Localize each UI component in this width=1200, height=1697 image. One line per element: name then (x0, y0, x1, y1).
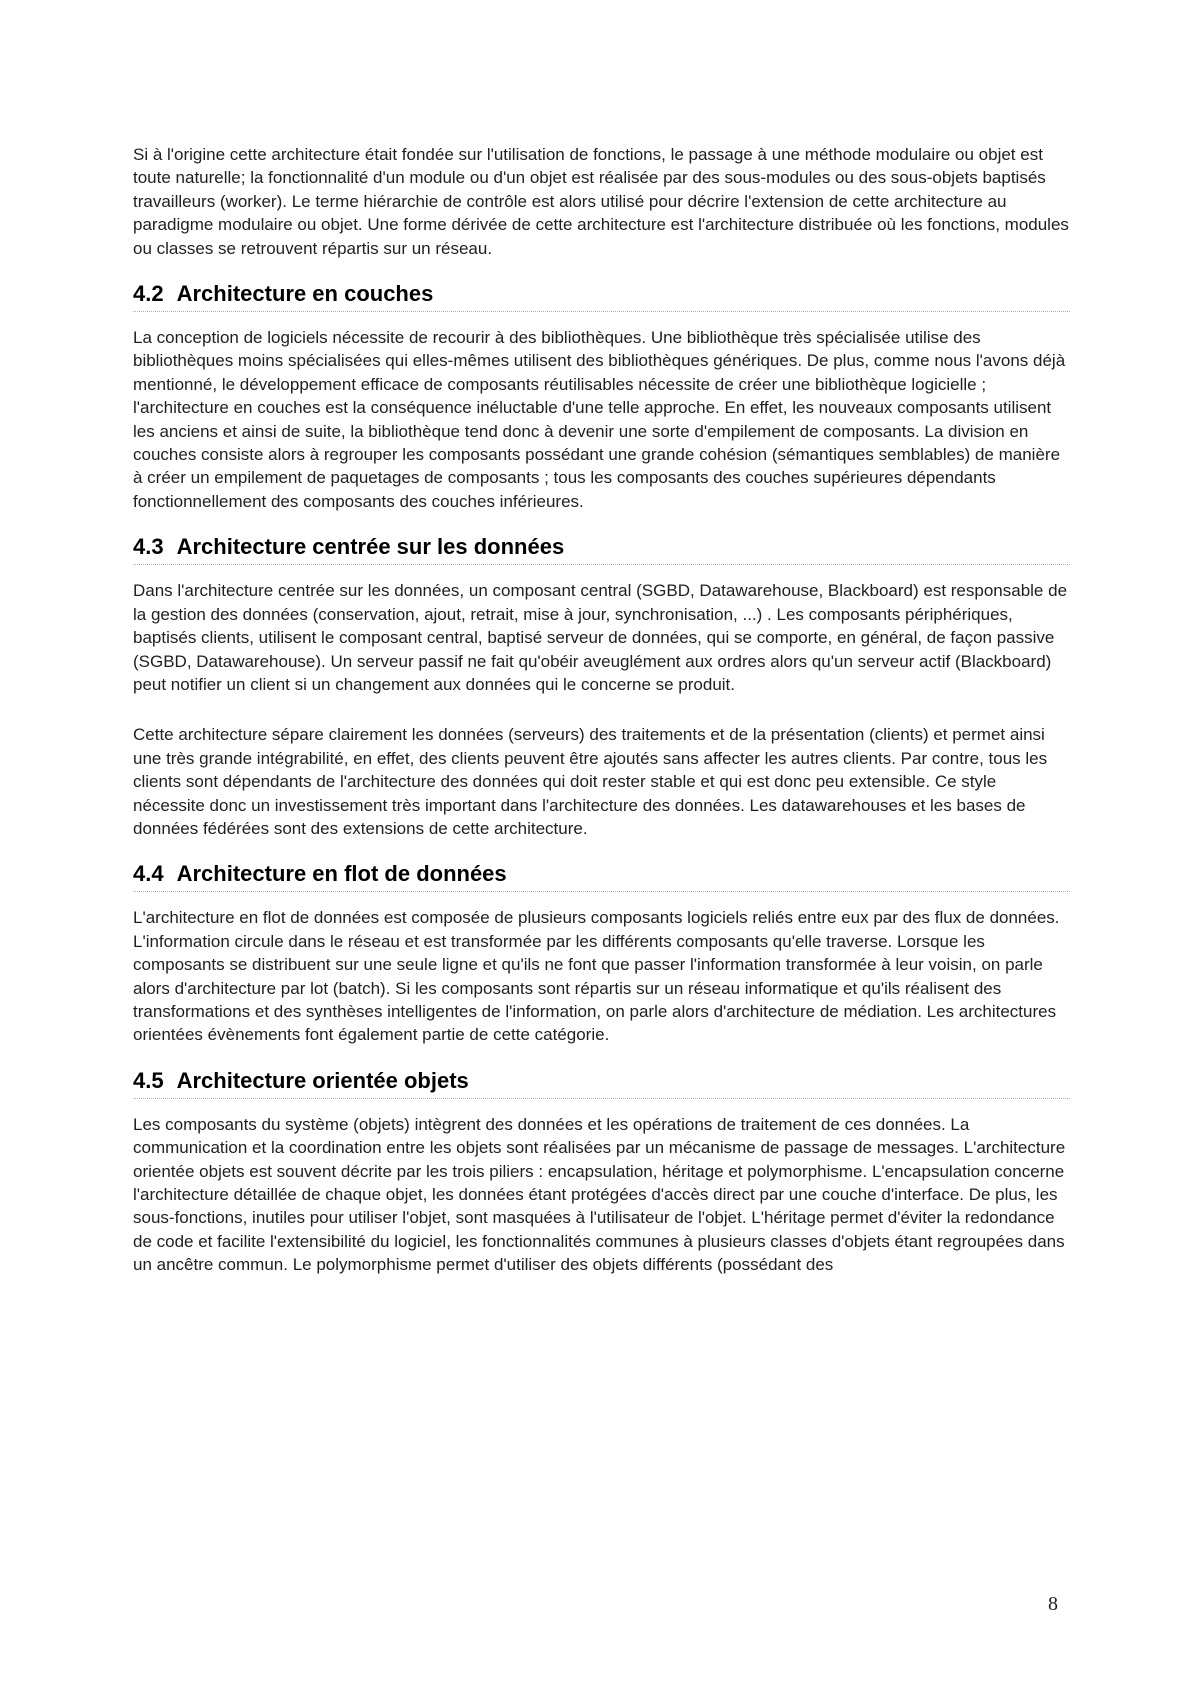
section-number: 4.5 (133, 1067, 164, 1093)
section-heading-4-4 (133, 860, 1070, 892)
section-title: Architecture en flot de données (176, 861, 507, 887)
section-heading-4-5 (133, 1067, 1070, 1099)
section-4-3-paragraph-2: Cette architecture sépare clairement les données (serveurs) des traitements et de la présentation (clients) et permet ainsi une très grande intégrabilité, en effet, des clients peuvent être ajoutés sans affecter les autres clients. Par contre, tous les clients sont dépendants de l'architecture des données qui doit rester stable et qui est donc peu extensible. Ce style nécessite donc un investissement très important dans l'architecture des données. Les datawarehouses et les bases de données fédérées sont des extensions de cette architecture. (133, 725, 1048, 838)
section-title: Architecture centrée sur les données (176, 534, 565, 560)
section-title: Architecture orientée objets (176, 1067, 469, 1093)
intro-paragraph: Si à l'origine cette architecture était fondée sur l'utilisation de fonctions, le passage à une méthode modulaire ou objet est toute naturelle; la fonctionnalité d'un module ou d'un objet est réalisée par des sous-modules ou des sous-objets baptisés travailleurs (worker). Le terme hiérarchie de contrôle est alors utilisé pour décrire l'extension de cette architecture au paradigme modulaire ou objet. Une forme dérivée de cette architecture est l'architecture distribuée où les fonctions, modules ou classes se retrouvent répartis sur un réseau. (133, 145, 1069, 258)
section-number: 4.3 (133, 534, 164, 560)
section-4-2-paragraph: La conception de logiciels nécessite de recourir à des bibliothèques. Une bibliothèque très spécialisée utilise des bibliothèques moins spécialisées qui elles-mêmes utilisent des bibliothèques génériques. De plus, comme nous l'avons déjà mentionné, le développement efficace de composants réutilisables nécessite de créer une bibliothèque logicielle ; l'architecture en couches est la conséquence inéluctable d'une telle approche. En effet, les nouveaux composants utilisent les anciens et ainsi de suite, la bibliothèque tend donc à devenir une sorte d'empilement de composants. La division en couches consiste alors à regrouper les composants possédant une grande cohésion (sémantiques semblables) de manière à créer un empilement de paquetages de composants ; tous les composants des couches supérieures dépendants fonctionnellement des composants des couches inférieures. (133, 328, 1066, 511)
section-4-5-paragraph: Les composants du système (objets) intègrent des données et les opérations de traitement de ces données. La communication et la coordination entre les objets sont réalisées par un mécanisme de passage de messages. L'architecture orientée objets est souvent décrite par les trois piliers : encapsulation, héritage et polymorphisme. L'encapsulation concerne l'architecture détaillée de chaque objet, les données étant protégées d'accès direct par une couche d'interface. De plus, les sous-fonctions, inutiles pour utiliser l'objet, sont masquées à l'utilisateur de l'objet. L'héritage permet d'éviter la redondance de code et facilite l'extensibilité du logiciel, les fonctionnalités communes à plusieurs classes d'objets étant regroupées dans un ancêtre commun. Le polymorphisme permet d'utiliser des objets différents (possédant des (133, 1114, 1066, 1275)
section-heading-4-2 (133, 280, 1070, 312)
section-4-4-paragraph: L'architecture en flot de données est composée de plusieurs composants logiciels reliés entre eux par des flux de données. L'information circule dans le réseau et est transformée par les différents composants qu'elle traverse. Lorsque les composants se distribuent sur une seule ligne et qu'ils ne font que passer l'information transformée à leur voisin, on parle alors d'architecture par lot (batch). Si les composants sont répartis sur un réseau informatique et qu'ils réalisent des transformations et des synthèses intelligentes de l'information, on parle alors d'architecture de médiation. Les architectures orientées évènements font également partie de cette catégorie. (133, 908, 1060, 1045)
section-number: 4.2 (133, 281, 164, 307)
page-number: 8 (1048, 1593, 1058, 1615)
section-heading-4-3 (133, 533, 1070, 565)
page-content (133, 143, 1070, 1304)
section-4-3-paragraph-1: Dans l'architecture centrée sur les données, un composant central (SGBD, Datawarehouse, Blackboard) est responsable de la gestion des données (conservation, ajout, retrait, mise à jour, synchronisation, ...) . Les composants périphériques, baptisés clients, utilisent le composant central, baptisé serveur de données, qui se comporte, en général, de façon passive (SGBD, Datawarehouse). Un serveur passif ne fait qu'obéir aveuglément aux ordres alors qu'un serveur actif (Blackboard) peut notifier un client si un changement aux données qui le concerne se produit. (133, 581, 1068, 694)
section-title: Architecture en couches (176, 281, 434, 307)
section-number: 4.4 (133, 861, 164, 887)
